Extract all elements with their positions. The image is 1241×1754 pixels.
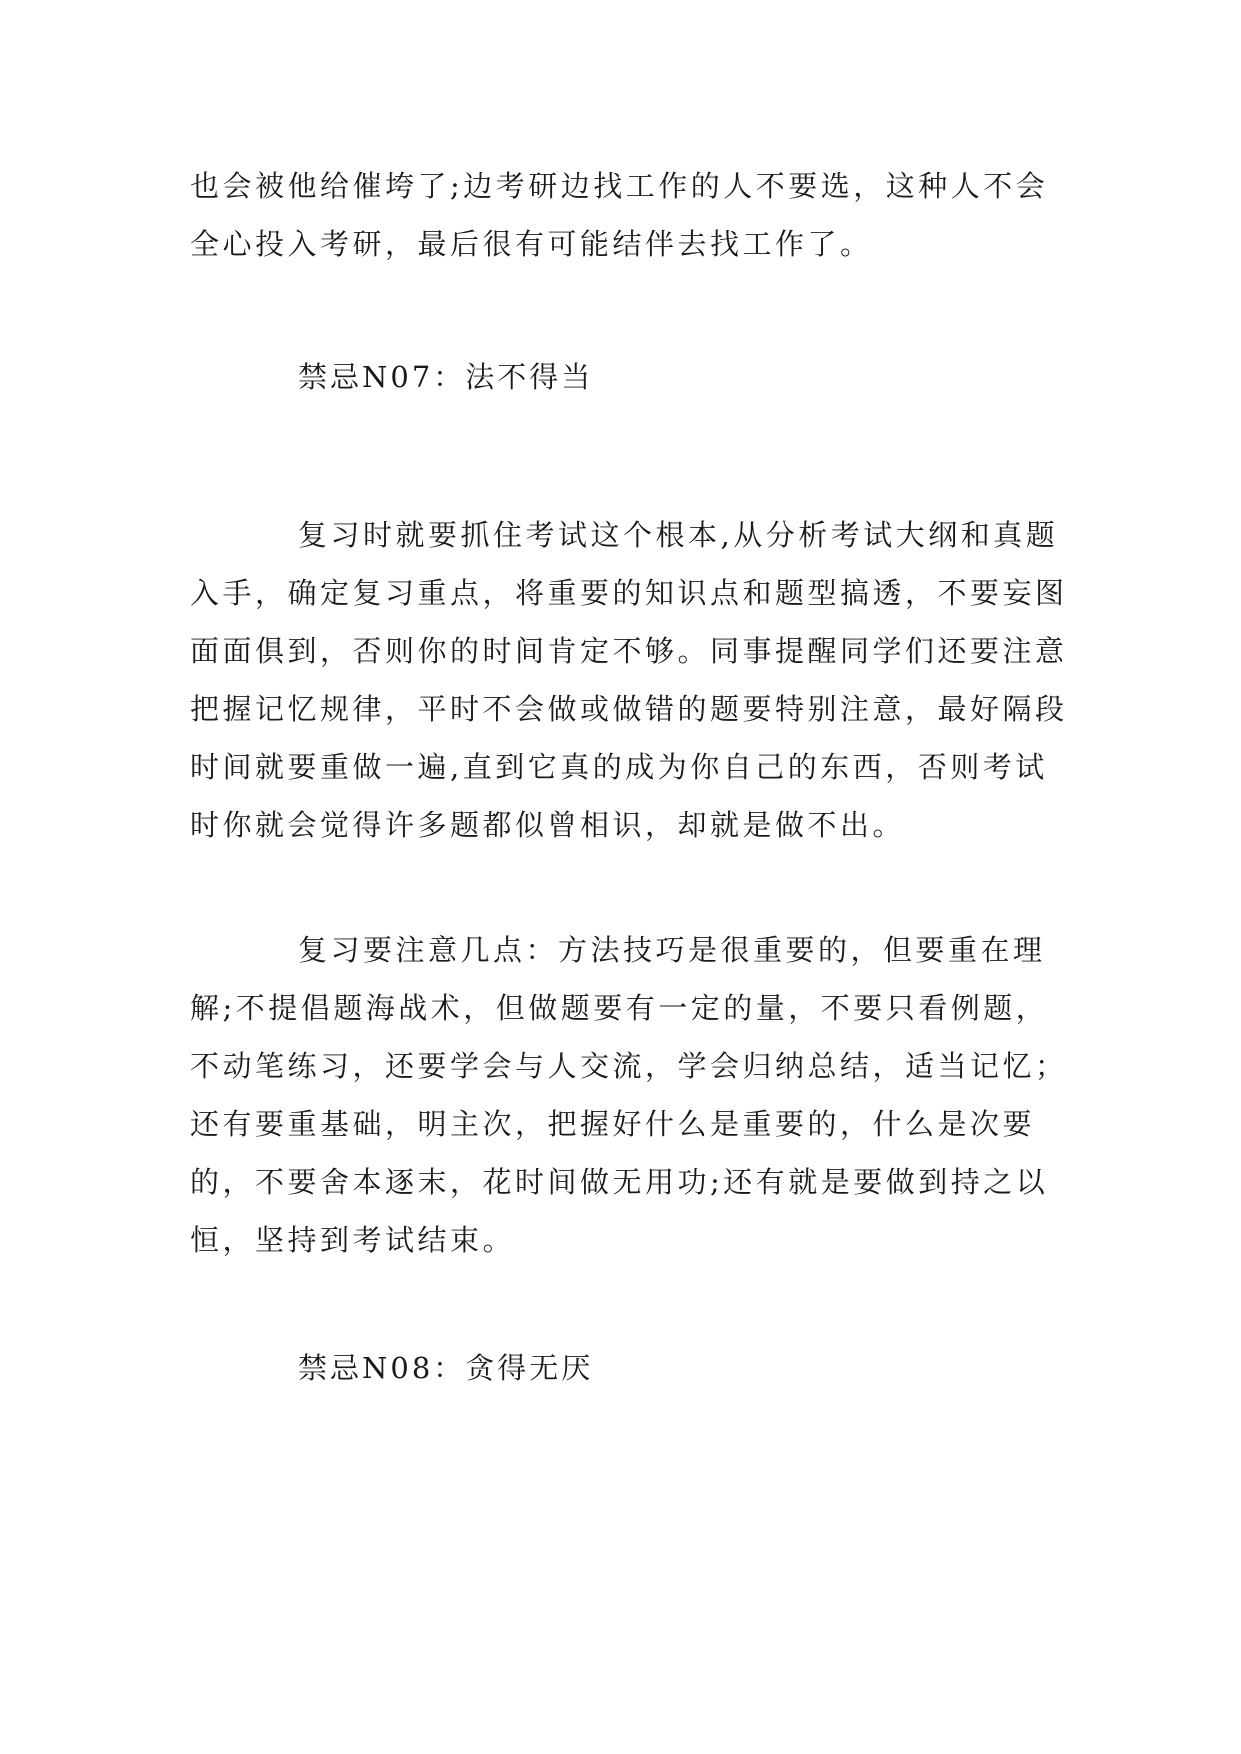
paragraph-review-focus: 复习时就要抓住考试这个根本,从分析考试大纲和真题入手，确定复习重点，将重要的知识点和题型搞透，不要妄图面面俱到，否则你的时间肯定不够。同事提醒同学们还要注意把握记忆规律，平时不会做或做错的题要特别注意，最好隔段时间就要重做一遍,直到它真的成为你自己的东西，否则考试时你就会觉得许多题都似曾相识，却就是做不出。: [190, 518, 1068, 842]
paragraph-continuation: 也会被他给催垮了;边考研边找工作的人不要选，这种人不会全心投入考研，最后很有可能结伴去找工作了。: [190, 169, 1049, 261]
section-heading-no7: 禁忌N07：法不得当: [298, 360, 594, 394]
section-heading-no8: 禁忌N08：贪得无厌: [298, 1351, 594, 1385]
paragraph-review-points: 复习要注意几点：方法技巧是很重要的，但要重在理解;不提倡题海战术，但做题要有一定的量，不要只看例题，不动笔练习，还要学会与人交流，学会归纳总结，适当记忆；还有要重基础，明主次，把握好什么是重要的，什么是次要的，不要舍本逐末，花时间做无用功;还有就是要做到持之以恒，坚持到考试结束。: [190, 933, 1068, 1257]
